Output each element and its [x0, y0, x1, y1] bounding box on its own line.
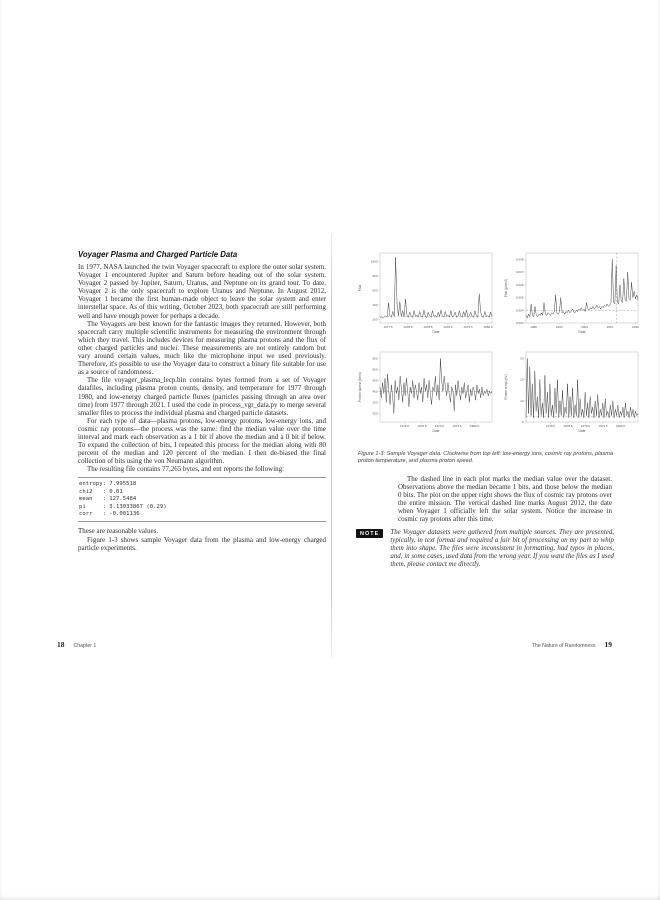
svg-text:1979.5: 1979.5 [452, 424, 462, 428]
body-paragraph: The file voyager_plasma_lecp.bin contains bytes formed from a set of Voyager datafiles, including plasma proton counts, density, and temperature for 1977 through 1980, and low-energy charged particle fluxes (particles passing through an area over time) from 1977 through 2021. I used the code in process_vgr_data.py to merge several smaller files to process the individual plasma and charged particle datasets. [78, 376, 326, 417]
svg-text:1978.5: 1978.5 [563, 424, 573, 428]
svg-text:0.004: 0.004 [515, 308, 524, 313]
page-gutter-divider [331, 234, 332, 658]
svg-text:450: 450 [372, 378, 378, 383]
svg-text:400: 400 [372, 389, 378, 394]
code-line: entropy: 7.995518 [79, 481, 137, 488]
figure-caption: Figure 1-3: Sample Voyager data. Clockwise from top left: low-energy ions, cosmic ray protons, plasma proton temperature, and plasma proton speed. [358, 451, 614, 464]
svg-text:Flux: Flux [358, 284, 362, 292]
svg-text:1978.5: 1978.5 [423, 325, 433, 329]
svg-text:1978.0: 1978.0 [399, 424, 410, 428]
chapter-title-running-head: The Nature of Randomness [531, 643, 596, 649]
code-line: mean : 127.5484 [79, 496, 137, 503]
svg-text:1990: 1990 [555, 325, 563, 329]
svg-text:20: 20 [520, 377, 524, 382]
svg-text:1980.0: 1980.0 [469, 424, 480, 428]
svg-text:Date: Date [578, 330, 586, 334]
svg-text:1977.5: 1977.5 [383, 325, 393, 329]
section-heading: Voyager Plasma and Charged Particle Data [78, 250, 238, 259]
chapter-running-head: Chapter 1 [73, 643, 97, 649]
svg-text:Date: Date [432, 429, 440, 433]
svg-text:1000: 1000 [370, 259, 378, 264]
svg-text:500: 500 [372, 367, 378, 372]
right-page-footer [532, 640, 612, 649]
svg-text:0.008: 0.008 [515, 257, 524, 262]
page-number: 18 [57, 640, 65, 649]
svg-text:1979.0: 1979.0 [434, 424, 445, 428]
svg-text:Date: Date [432, 330, 440, 334]
svg-text:Proton speed (km/s): Proton speed (km/s) [358, 372, 362, 402]
svg-text:1979.0: 1979.0 [580, 424, 591, 428]
svg-text:550: 550 [372, 356, 378, 361]
body-paragraph: Figure 1-3 shows sample Voyager data from the plasma and low-energy charged particle experiments. [78, 535, 326, 552]
svg-text:1979.5: 1979.5 [463, 325, 473, 329]
chart-plasma-proton-temperature [502, 347, 644, 444]
svg-text:0.003: 0.003 [515, 321, 524, 325]
svg-text:10: 10 [520, 398, 524, 403]
code-line: corr : -0.001136 [79, 511, 140, 518]
svg-text:600: 600 [372, 288, 378, 293]
svg-text:Date: Date [578, 429, 586, 433]
code-line: pi : 3.13033867 (0.29) [79, 503, 167, 510]
svg-text:1980.0: 1980.0 [615, 424, 626, 428]
page-number: 19 [604, 640, 612, 649]
svg-text:2020: 2020 [632, 325, 639, 329]
svg-text:400: 400 [372, 302, 378, 307]
svg-text:1980.0: 1980.0 [483, 325, 493, 329]
svg-text:350: 350 [372, 400, 378, 405]
svg-text:200: 200 [372, 317, 378, 322]
svg-text:Flux (p/cm2): Flux (p/cm2) [504, 278, 508, 298]
svg-text:0.007: 0.007 [515, 270, 524, 275]
svg-text:2010: 2010 [606, 325, 614, 329]
chart-cosmic-ray-protons [502, 248, 644, 345]
svg-text:300: 300 [372, 411, 378, 416]
svg-text:Proton temp (eV): Proton temp (eV) [504, 374, 508, 400]
body-paragraph: In 1977, NASA launched the twin Voyager spacecraft to explore the outer solar system. Voyager 1 encountered Jupiter and Saturn before heading out of the solar system. Voyager 2 passed by Jupiter, Saturn, Uranus, and Neptune on its grand tour. To date, Voyager 2 is the only spacecraft to explore Uranus and Neptune. In August 2012, Voyager 1 became the first human-made object to leave the solar system and enter interstellar space. As of this writing, October 2023, both spacecraft are still performing well and have enough power for perhaps a decade. [78, 263, 326, 320]
svg-text:30: 30 [520, 356, 524, 361]
body-paragraph: These are reasonable values. [78, 527, 159, 536]
note-label-badge: NOTE [356, 529, 383, 538]
figure-1-3-chart-grid [356, 248, 644, 444]
note-text: The Voyager datasets were gathered from multiple sources. They are presented, typically, in text format and required a fair bit of processing on my part to whip them into shape. The files were inconsistent in formatting, had typos in places, and, in some cases, used data from the wrong year. If you want the files as I used them, please contact me directly. [390, 529, 614, 569]
body-paragraph: For each type of data—plasma protons, low-energy protons, low-energy ions, and cosmic ray protons—the process was the same: find the median value over the time interval and mark each observation as a 1 bit if above the median and a 0 bit if below. To expand the collection of bits, I repeated this process for the median along with 80 percent of the median and 120 percent of the median. I then de-biased the final collection of bits using the von Neumann algorithm. [78, 416, 326, 466]
body-paragraph: The resulting file contains 77,265 bytes, and ent reports the following: [87, 465, 285, 474]
svg-text:1979.5: 1979.5 [598, 424, 608, 428]
svg-text:2000: 2000 [581, 325, 588, 329]
chart-plasma-proton-speed [356, 347, 498, 444]
svg-text:1980: 1980 [530, 325, 537, 329]
ent-output-code-block [78, 477, 326, 522]
svg-text:800: 800 [372, 274, 378, 279]
svg-text:1979.0: 1979.0 [443, 325, 453, 329]
svg-text:1978.0: 1978.0 [545, 424, 556, 428]
body-paragraph: The Voyagers are best known for the fantastic images they returned. However, both spacecraft carry multiple scientific instruments for measuring the environment through which they travel. This includes devices for measuring plasma protons and the flux of other charged particles and nuclei. These measurements are not entirely random but vary around certain values, much like the microphone input we used previously. Therefore, it's possible to use the Voyager data to construct a binary file suitable for use as a source of randomness. [78, 319, 326, 377]
svg-text:0: 0 [521, 420, 524, 424]
left-page-footer [57, 640, 96, 649]
svg-text:0.005: 0.005 [515, 295, 524, 300]
chart-low-energy-ions [356, 248, 498, 345]
svg-text:0.006: 0.006 [515, 282, 524, 287]
svg-text:1978.0: 1978.0 [403, 325, 413, 329]
note-block [356, 529, 614, 569]
body-paragraph: The dashed line in each plot marks the median value over the dataset. Observations above the median became 1 bits, and those below the median 0 bits. The plot on the upper right shows the flux of cosmic ray protons over the entire mission. The vertical dashed line marks August 2012, the date when Voyager 1 officially left the solar system. Notice the increase in cosmic ray protons after this time. [398, 475, 612, 524]
code-line: chi2 : 0.01 [79, 488, 123, 495]
left-page-text-column [78, 250, 326, 552]
svg-text:1978.5: 1978.5 [417, 424, 427, 428]
